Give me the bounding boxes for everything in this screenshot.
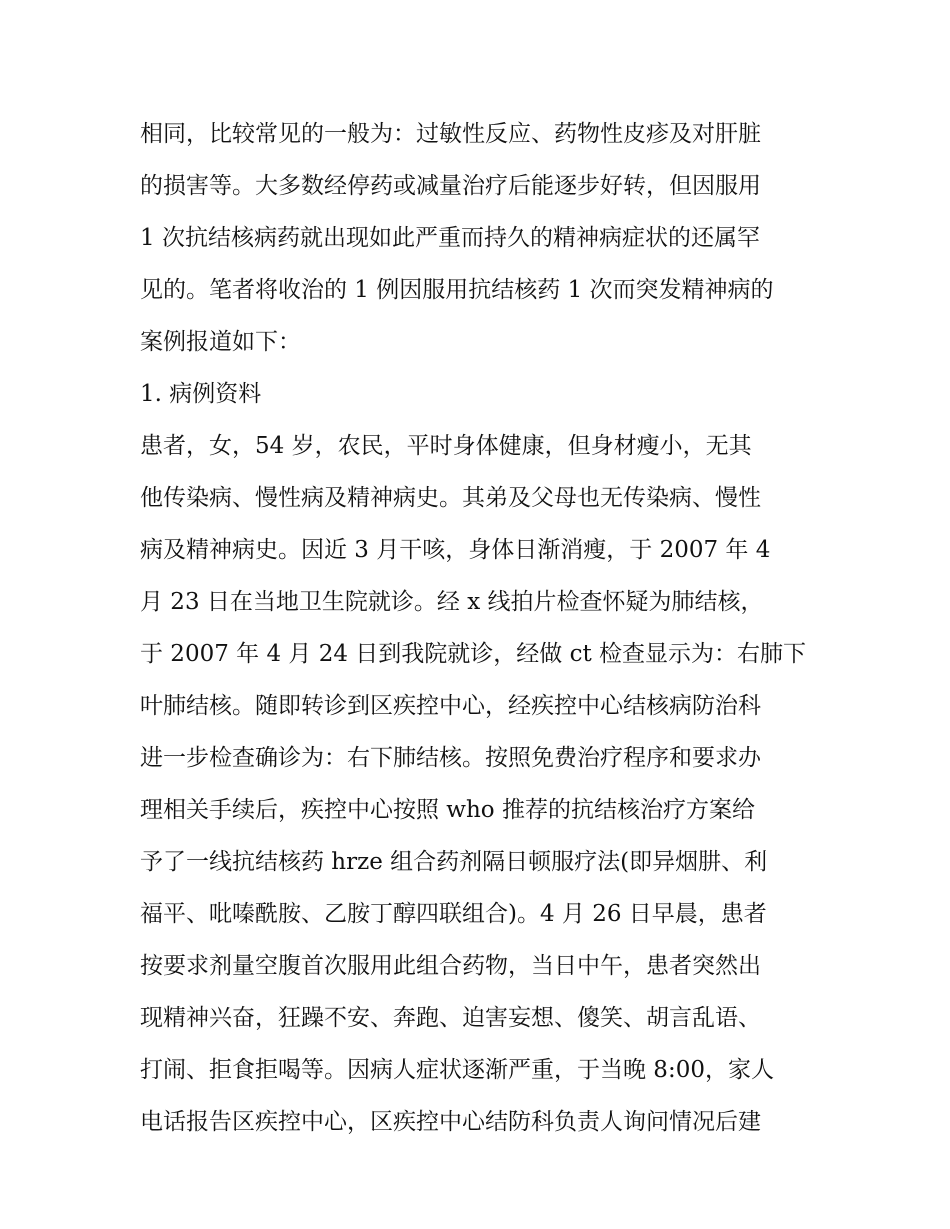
text-line: 他传染病、慢性病及精神病史。其弟及父母也无传染病、慢性: [140, 485, 761, 511]
text-line: 理相关手续后，疾控中心按照 who 推荐的抗结核治疗方案给: [140, 797, 755, 823]
text-line: 相同，比较常见的一般为：过敏性反应、药物性皮疹及对肝脏: [140, 121, 761, 147]
text-line: 案例报道如下：: [140, 329, 301, 355]
text-line: 的损害等。大多数经停药或减量治疗后能逐步好转，但因服用: [140, 173, 761, 199]
text-line: 打闹、拒食拒喝等。因病人症状逐渐严重，于当晚 8:00，家人: [140, 1057, 774, 1083]
text-line: 病及精神病史。因近 3 月干咳，身体日渐消瘦，于 2007 年 4: [140, 537, 771, 563]
text-line: 患者，女，54 岁，农民，平时身体健康，但身材瘦小，无其: [140, 433, 752, 459]
text-line: 见的。笔者将收治的 1 例因服用抗结核药 1 次而突发精神病的: [140, 277, 774, 303]
section-heading: 1. 病例资料: [140, 381, 262, 407]
text-line: 按要求剂量空腹首次服用此组合药物，当日中午，患者突然出: [140, 953, 761, 979]
text-line: 1 次抗结核病药就出现如此严重而持久的精神病症状的还属罕: [140, 225, 760, 251]
text-line: 月 23 日在当地卫生院就诊。经 x 线拍片检查怀疑为肺结核，: [140, 589, 764, 615]
text-line: 电话报告区疾控中心，区疾控中心结防科负责人询问情况后建: [140, 1109, 761, 1135]
text-line: 予了一线抗结核药 hrze 组合药剂隔日顿服疗法(即异烟肼、利: [140, 849, 768, 875]
text-line: 现精神兴奋，狂躁不安、奔跑、迫害妄想、傻笑、胡言乱语、: [140, 1005, 761, 1031]
text-line: 进一步检查确诊为：右下肺结核。按照免费治疗程序和要求办: [140, 745, 761, 771]
text-line: 叶肺结核。随即转诊到区疾控中心，经疾控中心结核病防治科: [140, 693, 761, 719]
body-text: [140, 108, 820, 1148]
text-line: 于 2007 年 4 月 24 日到我院就诊，经做 ct 检查显示为：右肺下: [140, 641, 807, 667]
text-line: 福平、吡嗪酰胺、乙胺丁醇四联组合)。4 月 26 日早晨，患者: [140, 901, 767, 927]
